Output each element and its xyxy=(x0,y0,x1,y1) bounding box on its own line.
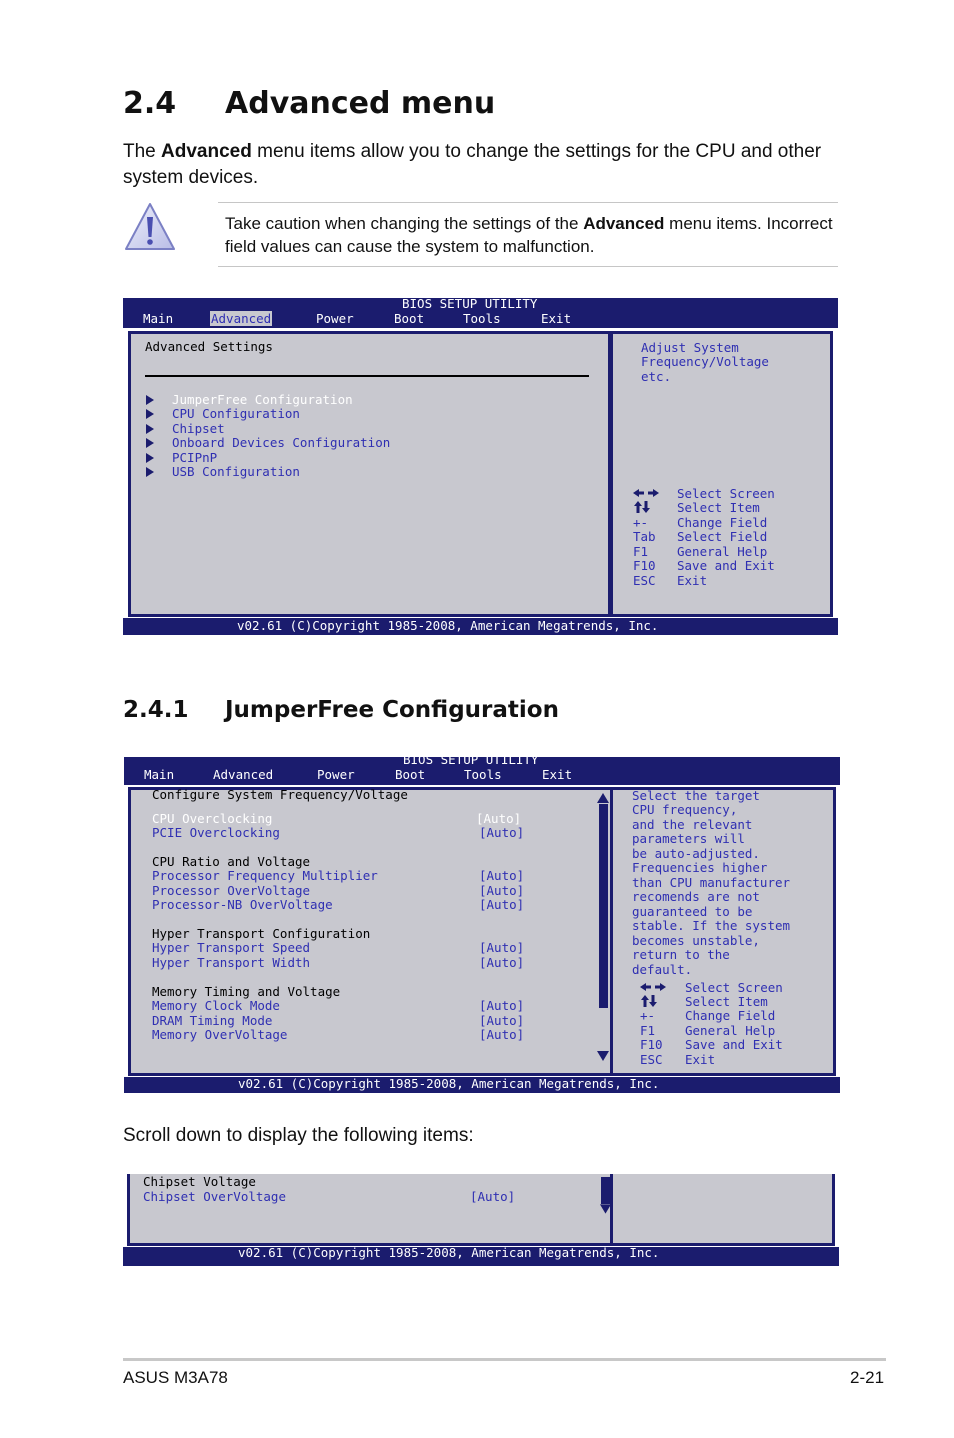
setting-value[interactable]: [Auto] xyxy=(479,1013,525,1028)
section-title-text: Advanced menu xyxy=(225,86,496,121)
bios-title: BIOS SETUP UTILITY xyxy=(403,752,539,767)
help-line: return to the xyxy=(632,947,730,962)
help-line: than CPU manufacturer xyxy=(632,875,791,890)
intro-post: menu items allow you to change the settings for the CPU and other system devices. xyxy=(123,141,822,188)
key-desc: General Help xyxy=(685,1023,776,1038)
subsection-title xyxy=(123,697,559,723)
tab-exit[interactable]: Exit xyxy=(542,767,573,782)
submenu-arrow-icon xyxy=(146,453,154,463)
key-label: +- xyxy=(633,515,649,530)
scrollbar-thumb[interactable] xyxy=(601,1177,610,1204)
key-desc: Exit xyxy=(677,573,708,588)
help-line: Select the target xyxy=(632,788,760,803)
group-heading: Chipset Voltage xyxy=(143,1174,256,1189)
help-line: Frequency/Voltage xyxy=(641,354,769,369)
key-desc: Change Field xyxy=(677,515,768,530)
setting-chipset-overvoltage[interactable]: Chipset OverVoltage xyxy=(143,1189,286,1204)
subsection-title-text: JumperFree Configuration xyxy=(225,697,559,723)
bios-screen-jumperfree xyxy=(124,752,840,1093)
menu-item-onboard-devices[interactable]: Onboard Devices Configuration xyxy=(172,435,391,450)
bios-copyright: v02.61 (C)Copyright 1985-2008, American Megatrends, Inc. xyxy=(238,1076,660,1091)
menu-item-usb-config[interactable]: USB Configuration xyxy=(172,464,300,479)
setting-value[interactable]: [Auto] xyxy=(470,1189,516,1204)
setting-value[interactable]: [Auto] xyxy=(479,955,525,970)
setting-ht-width[interactable]: Hyper Transport Width xyxy=(152,955,311,970)
warning-triangle-icon xyxy=(124,201,176,253)
setting-value[interactable]: [Auto] xyxy=(479,940,525,955)
setting-ht-speed[interactable]: Hyper Transport Speed xyxy=(152,940,311,955)
help-line: and the relevant xyxy=(632,817,753,832)
scrollbar-thumb[interactable] xyxy=(599,804,608,1008)
scroll-note: Scroll down to display the following items: xyxy=(123,1125,474,1146)
footer-page-number: 2-21 xyxy=(850,1368,885,1387)
key-desc: General Help xyxy=(677,544,768,559)
caution-bold: Advanced xyxy=(583,214,665,233)
setting-value[interactable]: [Auto] xyxy=(479,883,525,898)
caution-pre: Take caution when changing the settings of the xyxy=(225,214,584,233)
up-down-arrows-icon xyxy=(634,501,650,513)
key-desc: Save and Exit xyxy=(685,1037,783,1052)
setting-processor-nb-overvoltage[interactable]: Processor-NB OverVoltage xyxy=(152,897,333,912)
key-label: F1 xyxy=(633,544,649,559)
setting-dram-timing-mode[interactable]: DRAM Timing Mode xyxy=(152,1013,273,1028)
help-line: guaranteed to be xyxy=(632,904,753,919)
help-line: stable. If the system xyxy=(632,918,791,933)
menu-item-cpu-config[interactable]: CPU Configuration xyxy=(172,406,300,421)
setting-cpu-overclocking[interactable]: CPU Overclocking xyxy=(152,811,273,826)
key-label: ESC xyxy=(633,573,656,588)
key-label: F1 xyxy=(640,1023,656,1038)
key-desc: Select Field xyxy=(677,529,768,544)
section-title xyxy=(123,86,495,121)
up-down-arrows-icon xyxy=(641,995,657,1007)
bios-screen-advanced xyxy=(123,298,838,635)
setting-processor-multiplier[interactable]: Processor Frequency Multiplier xyxy=(152,868,378,883)
group-heading: CPU Ratio and Voltage xyxy=(152,854,311,869)
tab-exit[interactable]: Exit xyxy=(541,311,572,326)
key-label: F10 xyxy=(640,1037,663,1052)
intro-pre: The xyxy=(123,141,162,162)
setting-value[interactable]: [Auto] xyxy=(479,1027,525,1042)
tab-power[interactable]: Power xyxy=(316,311,354,326)
key-label: ESC xyxy=(640,1052,663,1067)
setting-processor-overvoltage[interactable]: Processor OverVoltage xyxy=(152,883,311,898)
key-desc: Select Item xyxy=(685,994,768,1009)
tab-boot[interactable]: Boot xyxy=(395,767,426,782)
help-line: Frequencies higher xyxy=(632,860,768,875)
setting-value[interactable]: [Auto] xyxy=(479,868,525,883)
help-line: etc. xyxy=(641,369,672,384)
menu-item-jumperfree[interactable]: JumperFree Configuration xyxy=(172,392,353,407)
help-line: CPU frequency, xyxy=(632,802,738,817)
setting-pcie-overclocking[interactable]: PCIE Overclocking xyxy=(152,825,280,840)
tab-advanced[interactable] xyxy=(210,311,272,326)
section-number: 2.4 xyxy=(123,86,177,121)
tab-advanced[interactable]: Advanced xyxy=(213,767,274,782)
help-line: default. xyxy=(632,962,693,977)
subsection-number: 2.4.1 xyxy=(123,697,189,723)
setting-value[interactable]: [Auto] xyxy=(479,825,525,840)
key-desc: Exit xyxy=(685,1052,716,1067)
help-line: be auto-adjusted. xyxy=(632,846,760,861)
submenu-arrow-icon xyxy=(146,395,154,405)
scroll-up-arrow-icon[interactable] xyxy=(597,793,609,803)
key-label: Tab xyxy=(633,529,656,544)
menu-item-chipset[interactable]: Chipset xyxy=(172,421,225,436)
key-desc: Select Screen xyxy=(677,486,775,501)
submenu-arrow-icon xyxy=(146,467,154,477)
help-line: Adjust System xyxy=(641,340,739,355)
setting-value[interactable]: [Auto] xyxy=(479,897,525,912)
help-line: recomends are not xyxy=(632,889,760,904)
setting-value[interactable]: [Auto] xyxy=(476,811,522,826)
key-desc: Select Screen xyxy=(685,980,783,995)
key-label: +- xyxy=(640,1008,656,1023)
tab-tools[interactable]: Tools xyxy=(464,767,502,782)
footer-product: ASUS M3A78 xyxy=(123,1368,228,1387)
caution-text xyxy=(225,212,835,258)
intro-paragraph xyxy=(123,139,853,191)
heading-divider xyxy=(145,375,589,377)
tab-main[interactable]: Main xyxy=(144,767,175,782)
bios-copyright: v02.61 (C)Copyright 1985-2008, American Megatrends, Inc. xyxy=(238,1245,660,1260)
left-right-arrows-icon xyxy=(640,982,666,992)
intro-bold: Advanced xyxy=(161,141,252,162)
group-heading: Hyper Transport Configuration xyxy=(152,926,371,941)
setting-value[interactable]: [Auto] xyxy=(479,998,525,1013)
scroll-down-arrow-icon[interactable] xyxy=(600,1204,611,1214)
left-right-arrows-icon xyxy=(633,488,659,498)
tab-main[interactable]: Main xyxy=(143,311,174,326)
menu-item-pcipnp[interactable]: PCIPnP xyxy=(172,450,218,465)
submenu-arrow-icon xyxy=(146,409,154,419)
caution-post: menu items. Incorrect field values can cause the system to malfunction. xyxy=(225,214,833,256)
bios-help-panel xyxy=(610,1174,835,1246)
tab-boot[interactable]: Boot xyxy=(394,311,425,326)
scroll-down-arrow-icon[interactable] xyxy=(597,1051,609,1061)
setting-memory-overvoltage[interactable]: Memory OverVoltage xyxy=(152,1027,288,1042)
setting-memory-clock-mode[interactable]: Memory Clock Mode xyxy=(152,998,280,1013)
panel-heading: Configure System Frequency/Voltage xyxy=(152,787,408,802)
help-line: becomes unstable, xyxy=(632,933,760,948)
tab-advanced-label: Advanced xyxy=(211,311,272,326)
submenu-arrow-icon xyxy=(146,424,154,434)
key-desc: Save and Exit xyxy=(677,558,775,573)
bios-screen-scrolled xyxy=(123,1174,839,1266)
group-heading: Memory Timing and Voltage xyxy=(152,984,341,999)
tab-tools[interactable]: Tools xyxy=(463,311,501,326)
key-desc: Change Field xyxy=(685,1008,776,1023)
key-label: F10 xyxy=(633,558,656,573)
tab-power[interactable]: Power xyxy=(317,767,355,782)
help-line: parameters will xyxy=(632,831,745,846)
key-desc: Select Item xyxy=(677,500,760,515)
submenu-arrow-icon xyxy=(146,438,154,448)
panel-heading: Advanced Settings xyxy=(145,339,273,354)
bios-title: BIOS SETUP UTILITY xyxy=(402,296,538,311)
footer-divider xyxy=(123,1358,886,1361)
bios-copyright: v02.61 (C)Copyright 1985-2008, American Megatrends, Inc. xyxy=(237,618,659,633)
